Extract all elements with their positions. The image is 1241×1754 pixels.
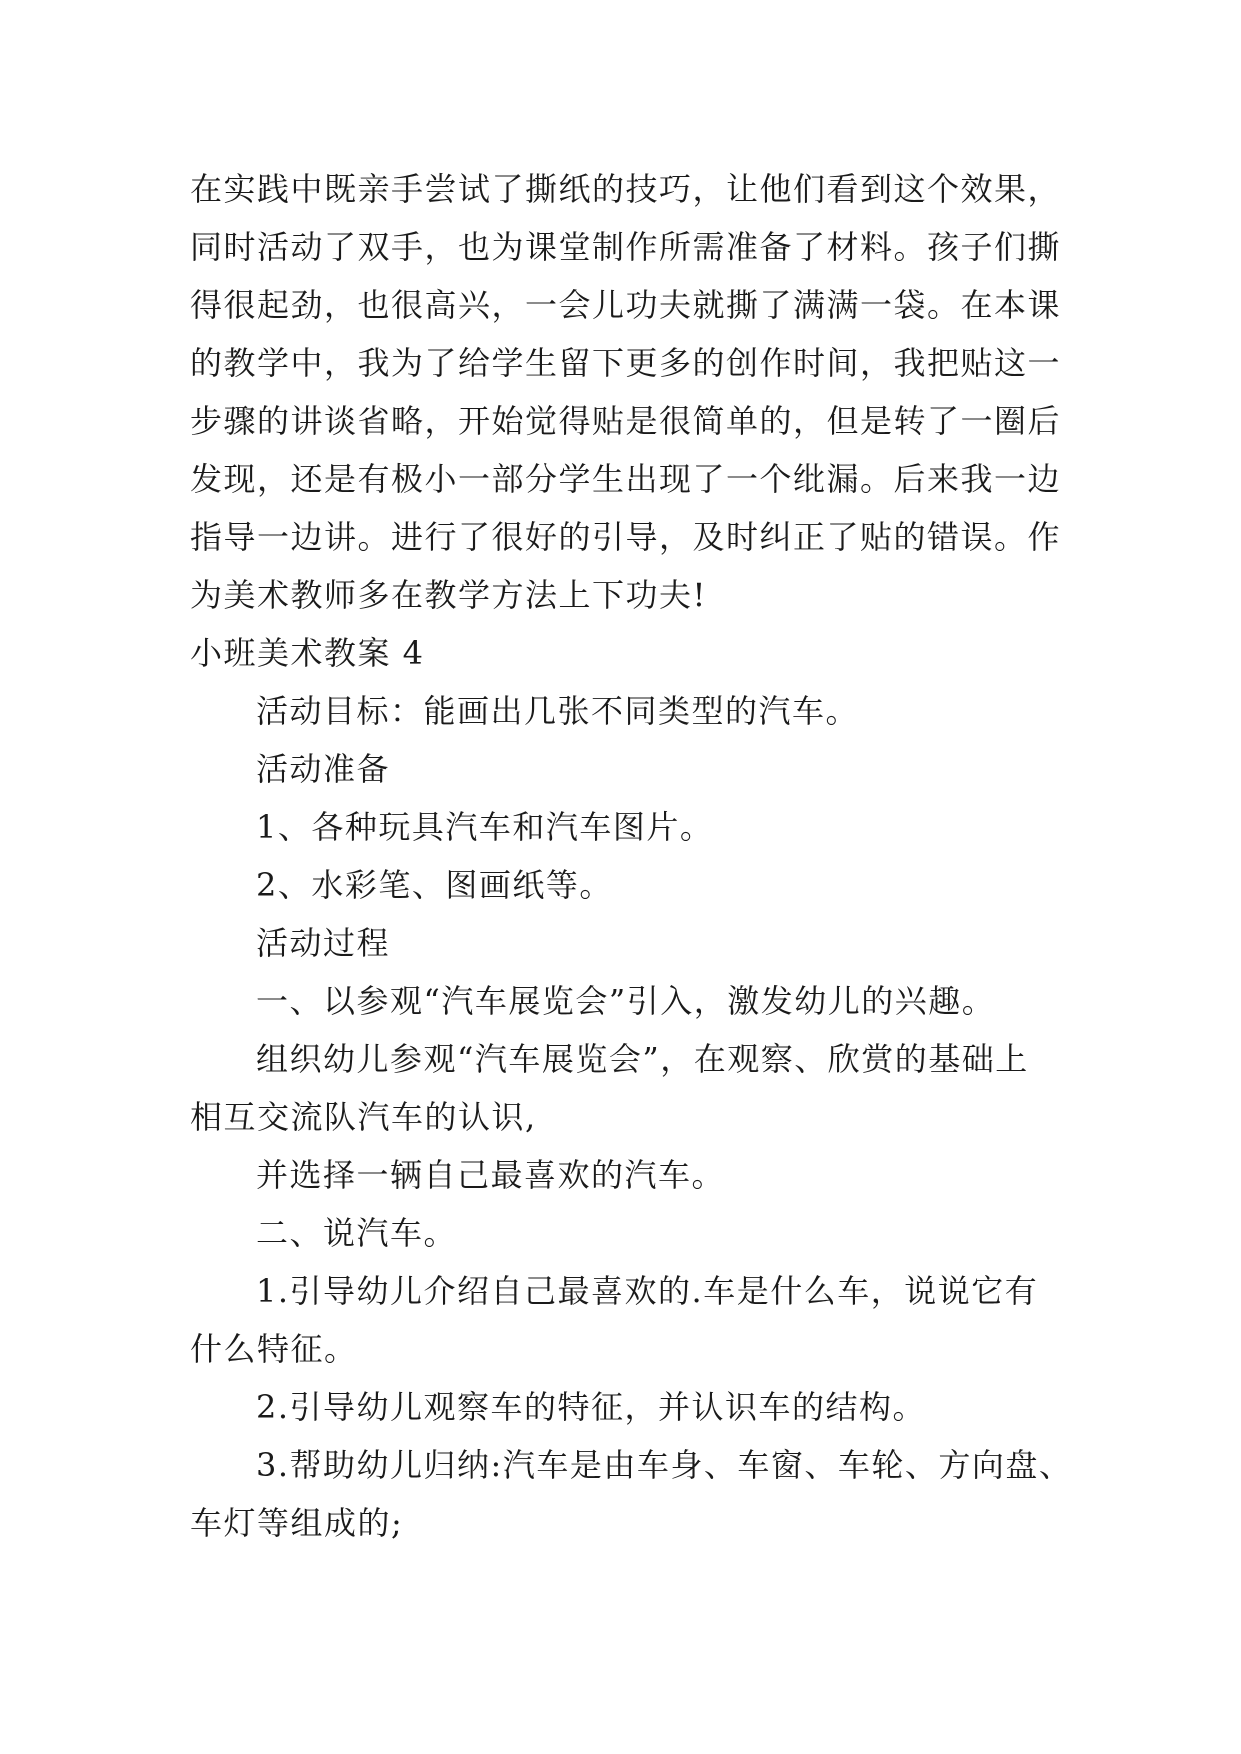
paragraph-line: 在实践中既亲手尝试了撕纸的技巧，让他们看到这个效果，: [190, 170, 1062, 208]
paragraph-line: 为美术教师多在教学方法上下功夫!: [190, 576, 707, 614]
section-heading: 小班美术教案 4: [190, 634, 425, 672]
list-item: 1.引导幼儿介绍自己最喜欢的.车是什么车，说说它有: [256, 1272, 1039, 1310]
subheading-preparation: 活动准备: [256, 750, 391, 788]
paragraph-line: 同时活动了双手，也为课堂制作所需准备了材料。孩子们撕: [190, 228, 1062, 266]
list-item: 2、水彩笔、图画纸等。: [256, 866, 613, 904]
paragraph-line: 指导一边讲。进行了很好的引导，及时纠正了贴的错误。作: [190, 518, 1062, 556]
list-item: 3.帮助幼儿归纳:汽车是由车身、车窗、车轮、方向盘、: [256, 1446, 1073, 1484]
paragraph-line: 得很起劲，也很高兴，一会儿功夫就撕了满满一袋。在本课: [190, 286, 1062, 324]
paragraph-line: 的教学中，我为了给学生留下更多的创作时间，我把贴这一: [190, 344, 1062, 382]
paragraph-line: 步骤的讲谈省略，开始觉得贴是很简单的，但是转了一圈后: [190, 402, 1062, 440]
paragraph-line: 组织幼儿参观“汽车展览会”，在观察、欣赏的基础上: [256, 1040, 1029, 1078]
subheading-process: 活动过程: [256, 924, 391, 962]
paragraph-line: 什么特征。: [190, 1330, 358, 1368]
paragraph-line: 发现，还是有极小一部分学生出现了一个纰漏。后来我一边: [190, 460, 1062, 498]
list-item: 2.引导幼儿观察车的特征，并认识车的结构。: [256, 1388, 927, 1426]
paragraph-line: 并选择一辆自己最喜欢的汽车。: [256, 1156, 726, 1194]
document-body: [190, 160, 1073, 1552]
activity-goal: 活动目标：能画出几张不同类型的汽车。: [256, 692, 860, 730]
step-heading: 二、说汽车。: [256, 1214, 458, 1252]
paragraph-line: 相互交流队汽车的认识,: [190, 1098, 537, 1136]
list-item: 1、各种玩具汽车和汽车图片。: [256, 808, 714, 846]
step-heading: 一、以参观“汽车展览会”引入，激发幼儿的兴趣。: [256, 982, 996, 1020]
paragraph-line: 车灯等组成的;: [190, 1504, 404, 1542]
